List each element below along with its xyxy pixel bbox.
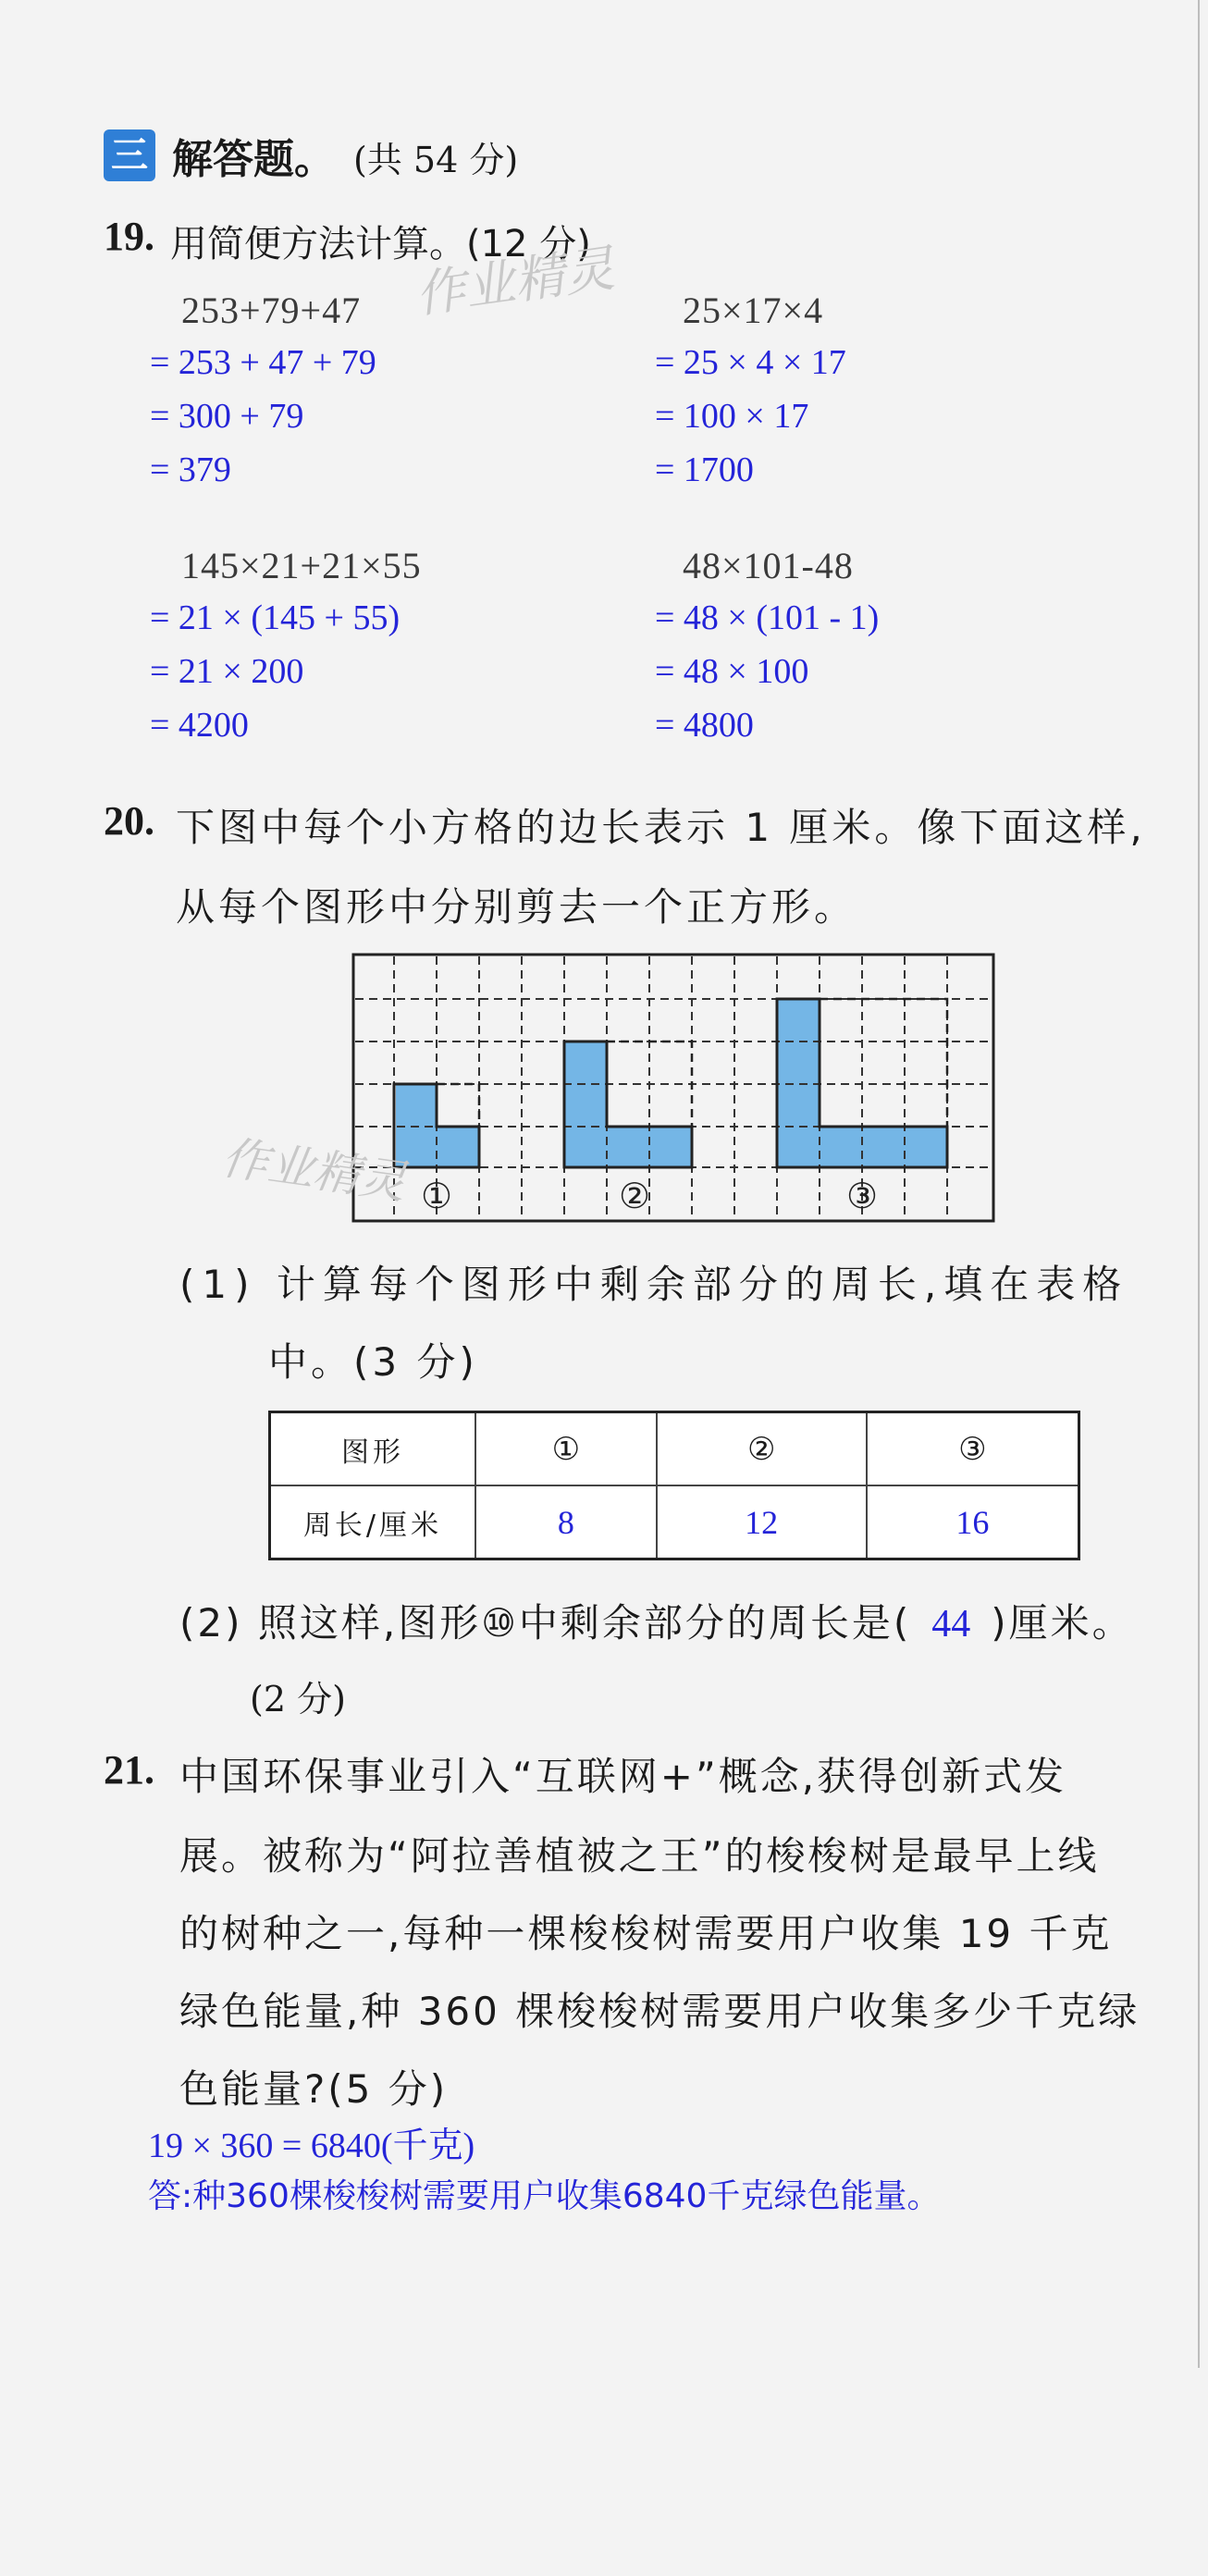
q20-part2-answer: 44	[931, 1603, 971, 1645]
figure-label-1: ①	[420, 1176, 453, 1216]
table-shape-3: ③	[867, 1412, 1079, 1486]
table-row	[270, 1412, 1079, 1486]
q19-title: 用简便方法计算。(12 分)	[170, 223, 591, 265]
section-badge: 三	[104, 129, 155, 181]
table-header-label: 图形	[270, 1412, 476, 1486]
table-shape-1: ①	[475, 1412, 657, 1486]
q19-step-4-3: = 4800	[655, 706, 754, 745]
table-value-3: 16	[867, 1485, 1079, 1559]
q20-part2-suffix: )厘米。	[991, 1600, 1134, 1645]
q19-step-3-2: = 21 × 200	[150, 652, 304, 691]
q19-step-4-1: = 48 × (101 - 1)	[655, 598, 880, 637]
q21-line-2: 展。被称为“阿拉善植被之王”的梭梭树是最早上线	[179, 1833, 1100, 1879]
q19-expr-3: 145×21+21×55	[181, 545, 422, 586]
q19-step-1-3: = 379	[150, 450, 231, 489]
q21-line-3: 的树种之一,每种一棵梭梭树需要用户收集 19 千克	[179, 1911, 1113, 1956]
q20-line1: 下图中每个小方格的边长表示 1 厘米。像下面这样,	[176, 805, 1146, 850]
q19-expr-4: 48×101-48	[683, 545, 854, 586]
q21-answer-calc: 19 × 360 = 6840(千克)	[148, 2126, 475, 2165]
q19-step-2-1: = 25 × 4 × 17	[655, 343, 846, 382]
q19-step-3-3: = 4200	[150, 706, 249, 745]
q19-step-1-1: = 253 + 47 + 79	[150, 343, 376, 382]
q20-part2-points: (2 分)	[250, 1679, 346, 1719]
table-row-label: 周长/厘米	[270, 1485, 476, 1559]
perimeter-table	[268, 1411, 1080, 1560]
table-value-1: 8	[475, 1485, 657, 1559]
q20-line2: 从每个图形中分别剪去一个正方形。	[176, 884, 857, 930]
q19-step-1-2: = 300 + 79	[150, 397, 304, 436]
q21-line-5: 色能量?(5 分)	[179, 2066, 449, 2112]
q19-step-2-3: = 1700	[655, 450, 754, 489]
q19-step-2-2: = 100 × 17	[655, 397, 809, 436]
watermark-2: 作业精灵	[218, 1130, 410, 1210]
q19-expr-2: 25×17×4	[683, 290, 824, 331]
q20-part1-line2: 中。(3 分)	[268, 1339, 478, 1385]
table-shape-2: ②	[657, 1412, 867, 1486]
q20-part2	[179, 1593, 1134, 1648]
q19-step-3-1: = 21 × (145 + 55)	[150, 598, 401, 637]
q21-number: 21.	[104, 1747, 154, 1793]
section-title: 解答题。	[172, 136, 335, 183]
grid-figure	[351, 953, 995, 1223]
q19-expr-1: 253+79+47	[181, 290, 362, 331]
table-row	[270, 1485, 1079, 1559]
q19-number: 19.	[104, 214, 154, 259]
q19-step-4-2: = 48 × 100	[655, 652, 809, 691]
watermark: 作业精灵	[412, 239, 618, 325]
q20-number: 20.	[104, 798, 154, 844]
q21-line-4: 绿色能量,种 360 棵梭梭树需要用户收集多少千克绿	[179, 1989, 1140, 2034]
figure-label-2: ②	[618, 1176, 651, 1216]
q21-line-1: 中国环保事业引入“互联网+”概念,获得创新式发	[179, 1754, 1067, 1799]
section-subtitle: (共 54 分)	[353, 140, 519, 180]
q21-answer-text: 答:种360棵梭梭树需要用户收集6840千克绿色能量。	[148, 2177, 941, 2215]
table-value-2: 12	[657, 1485, 867, 1559]
shape-2-fill	[564, 1041, 692, 1167]
figure-label-3: ③	[845, 1176, 879, 1216]
q20-part1-line1: (1) 计算每个图形中剩余部分的周长,填在表格	[179, 1262, 1129, 1307]
q20-part2-prefix: (2) 照这样,图形⑩中剩余部分的周长是(	[179, 1600, 912, 1645]
page-edge-line	[1198, 0, 1200, 2368]
